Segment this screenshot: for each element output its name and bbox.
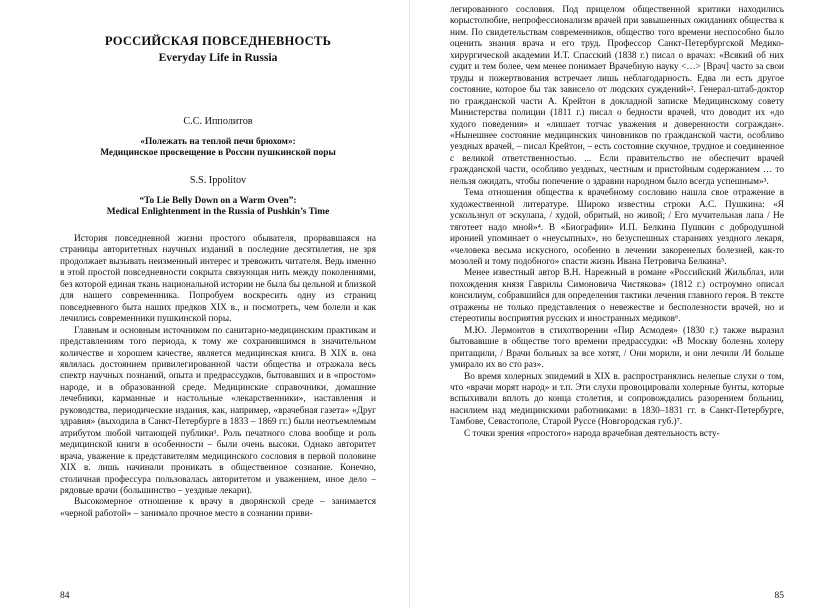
paragraph: История повседневной жизни простого обывателя, прорвавшаяся на страницы авторитетных научных изданий в последние десятилетия, не зря продолжает вызывать неизменный интерес и тревожить читателя. Ведь именно в этой простой повседневности сокрыта связующая нить между поколениями, без которой единая ткань национальной истории не была бы цельной и близкой для нашего современника. Попробуем воскресить одну из страниц повседневного быта наших предков XIX в., и посмотреть, чем болели и как лечились современники пушкинской поры. (60, 234, 376, 325)
paragraph: Во время холерных эпидемий в XIX в. распространялись нелепые слухи о том, что «врачи морят народ» и т.п. Эти слухи провоцировали холерные бунты, которые вспыхивали вплоть до конца столетия, и сопровождались разорением больниц, насилием над медицинскими работниками: в 1830–1831 гг. в Санкт-Петербурге, Тамбове, Севастополе, Старой Руссе (Новгородская губ.)⁷. (450, 371, 784, 428)
author-ru: С.С. Ипполитов (183, 116, 253, 127)
paragraph: Высокомерное отношение к врачу в дворянской среде – занимается «черной работой» – занимало прочное место в сознании приви- (60, 497, 376, 519)
article-title-ru (60, 137, 376, 159)
page-number-right: 85 (774, 591, 784, 601)
paragraph: Главным и основным источником по санитарно-медицинским практикам и представлениям того периода, к тому же сохранившимся в значительном количестве и хорошем качестве, является медицинская книга. В XIX в. она являлась достоянием привилегированной части общества и отражала весь спектр научных познаний, опыта и предрассудков, бытовавших и в «простом» народе, и в образованной среде. Медицинские справочники, домашние лечебники, карманные и настольные «лекарственники», наставления и руководства, периодические издания, как, например, «врачебная газета» «Друг здравия» (выходила в Санкт-Петербурге в 1833 – 1869 гг.) были неотъемлемым атрибутом любой читающей публики¹. Роль печатного слова вообще и роль медицинской книги в особенности – были очень высоки. Однако авторитет врача, уважение к представителям медицинского сословия в первой половине XIX в. лишь начинали проникать в общественное сознание. Конечно, столичная профессура пользовалась авторитетом и уважением, иное дело – рядовые врачи (большинство – уездные лекари). (60, 325, 376, 496)
paragraph: Тема отношения общества к врачебному сословию нашла свое отражение в художественной литературе. Широко известны строки А.С. Пушкина: «Я ускользнул от эскулапа, / худой, обритый, но живой; / Его мучительная лапа / Не тяготеет надо мной»⁴. В «Биографии» И.П. Белкина Пушкин с добродушной иронией упоминает о «неусыпных», но безуспешных стараниях уездного лекаря, «человека весьма искусного, особенно в лечении закоренелых болезней, как-то мозолей и тому подобного» спасти жизнь Ивана Петровича Белкина⁵. (450, 188, 784, 267)
left-body-text (60, 234, 376, 520)
page-number-left: 84 (60, 591, 70, 601)
author-en: S.S. Ippolitov (189, 175, 247, 186)
right-body-text (450, 0, 784, 440)
right-page (410, 0, 820, 609)
section-title-en: Everyday Life in Russia (158, 51, 278, 64)
paragraph: С точки зрения «простого» народа врачебная деятельность всту- (464, 428, 720, 439)
section-title-ru: РОССИЙСКАЯ ПОВСЕДНЕВНОСТЬ (104, 34, 332, 48)
article-title-en (60, 196, 376, 218)
article-title-en-line-2: Medical Enlightenment in the Russia of Pushkin’s Time (106, 207, 330, 217)
article-title-ru-line-1: «Полежать на теплой печи брюхом»: (140, 137, 296, 147)
paragraph: легированного сословия. Под прицелом общественной критики находились корыстолюбие, непрофессионализм врачей при завышенных ожиданиях общества к ним. По свидетельствам современников, общество того времени неспособно было оценить знания врача и его труд. Профессор Санкт-Петербургской Медико-хирургической академии И.Т. Спасский (1838 г.) писал о врачах: «Всякий об них судит и тем более, чем менее понимает Врачебную науку <…> [Врач] часто за свои труды и пожертвования встречает лишь неблагодарность. Едва ли есть другое состояние, которое бы так зависело от людских суждений»². Генерал-штаб-доктор по гражданской части А. Крейтон в докладной записке Медицинскому совету Министерства полиции (1811 г.) писал о бедности врачей, что доводит их «до худого поведения» и «лишает тотчас уважения и доверенности сограждан». «Нынешнее состояние медицинских чиновников по гражданской части, особливо уездных врачей, – писал Крейтон, – есть состояние скучное, трудное и соединенное с великой ответственностью. ... Если правительство не обеспечит врачей гражданской части, особливо уездных, честным и пристойным содержанием … то нельзя ожидать, чтобы попечение о здравии народном было всегда успешным»³. (450, 5, 784, 187)
article-title-en-line-1: “To Lie Belly Down on a Warm Oven”: (139, 196, 297, 206)
paragraph: М.Ю. Лермонтов в стихотворении «Пир Асмодея» (1830 г.) также выразил бытовавшие в обществе того времени предрассудки: «В Москву болезнь холеру притащили, / Врачи больных за все хотят, / Они морили, и они лечили /И больше умирало их во сто раз». (450, 325, 784, 371)
article-title-ru-line-2: Медицинское просвещение в России пушкинской поры (100, 148, 336, 158)
paragraph: Менее известный автор В.Н. Нарежный в романе «Российский Жильблаз, или похождения князя Гаврилы Симоновича Чистякова» (1812 г.) остроумно описал консилиум, собравшийся для определения тактики лечения главного героя. В тексте отражены не только представления о невежестве и бесполезности врачей, но и стереотипы восприятия русских и иностранных медиков⁶. (450, 268, 784, 325)
